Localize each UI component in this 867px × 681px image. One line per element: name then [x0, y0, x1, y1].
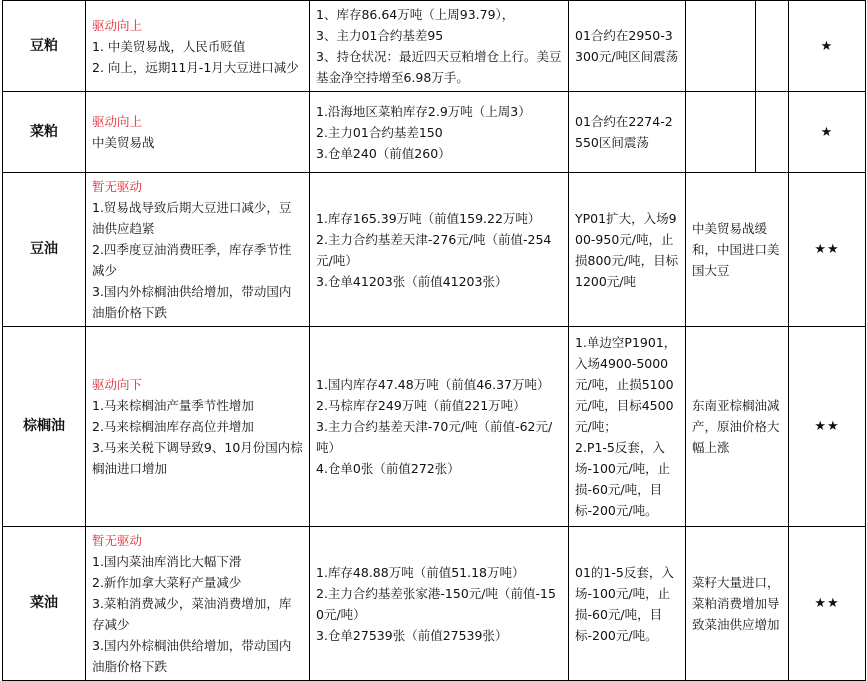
strategy-item: 2.P1-5反套，入场-100元/吨，止损-60元/吨，目标-200元/吨。 [575, 440, 671, 518]
fundamental-item: 1.沿海地区菜粕库存2.9万吨（上周3） [316, 103, 531, 119]
reason-item: 3.国内外棕榈油供给增加，带动国内油脂价格下跌 [92, 638, 292, 674]
drive-status: 驱动向上 [92, 17, 143, 33]
fundamental-item: 2.主力01合约基差150 [316, 124, 443, 140]
fundamental-item: 3.仓单41203张（前值41203张） [316, 273, 508, 289]
strategy-item: 01的1-5反套，入场-100元/吨，止损-60元/吨，目标-200元/吨。 [575, 564, 674, 643]
product-name: 菜油 [3, 527, 86, 681]
drive-reasons-cell [86, 1, 310, 92]
fundamental-item: 2.主力合约基差张家港-150元/吨（前值-150元/吨） [316, 585, 556, 622]
risk-item: 东南亚棕榈油减产，原油价格大幅上涨 [692, 398, 780, 455]
drive-reasons-cell [86, 527, 310, 681]
strategy-item: YP01扩大，入场900-950元/吨，止损800元/吨，目标1200元/吨 [575, 210, 679, 289]
table-row [3, 1, 866, 92]
reason-item: 2.新作加拿大菜籽产量减少 [92, 575, 242, 590]
drive-status: 驱动向上 [92, 114, 143, 129]
strategy-cell [569, 1, 686, 92]
reason-item: 3.马来关税下调导致9、10月份国内棕榈油进口增加 [92, 440, 303, 476]
futures-strategy-table [2, 0, 866, 681]
fundamental-item: 3、主力01合约基差95 [316, 28, 444, 43]
risk-cell [686, 327, 789, 527]
risk-cell [686, 173, 789, 327]
risk-item: 菜籽大量进口，菜粕消费增加导致菜油供应增加 [692, 575, 780, 632]
star-rating: ★ [789, 92, 866, 173]
strategy-item: 1.单边空P1901，入场4900-5000元/吨，止损5100元/吨，目标4500元/吨； [575, 335, 677, 434]
drive-status: 驱动向下 [92, 377, 143, 392]
strategy-item: 01合约在2274-2550区间震荡 [575, 114, 673, 150]
strategy-cell [569, 527, 686, 681]
fundamental-item: 2.马棕库存249万吨（前值221万吨） [316, 398, 526, 413]
fundamentals-cell [310, 327, 569, 527]
reason-item: 1. 中美贸易战，人民币贬值 [92, 38, 246, 54]
reason-item: 2.马来棕榈油库存高位并增加 [92, 419, 254, 434]
drive-reasons-cell [86, 92, 310, 173]
product-name: 菜粕 [3, 92, 86, 173]
fundamentals-cell [310, 1, 569, 92]
drive-reasons-cell [86, 173, 310, 327]
star-rating: ★★ [789, 527, 866, 681]
reason-item: 中美贸易战 [92, 135, 155, 150]
fundamental-item: 3.仓单27539张（前值27539张） [316, 627, 508, 643]
product-name: 棕榈油 [3, 327, 86, 527]
reason-item: 3.国内外棕榈油供给增加，带动国内油脂价格下跌 [92, 284, 292, 320]
fundamental-item: 4.仓单0张（前值272张） [316, 461, 460, 476]
strategy-cell [569, 327, 686, 527]
reason-item: 3.菜粕消费减少，菜油消费增加，库存减少 [92, 596, 292, 632]
product-name: 豆粕 [3, 1, 86, 92]
table-row [3, 173, 866, 327]
risk-cell [686, 92, 756, 173]
fundamental-item: 1.国内库存47.48万吨（前值46.37万吨） [316, 377, 550, 392]
fundamental-item: 3.仓单240（前值260） [316, 145, 451, 161]
reason-item: 2. 向上，远期11月-1月大豆进口减少 [92, 59, 299, 75]
fundamentals-cell [310, 92, 569, 173]
drive-status: 暂无驱动 [92, 179, 143, 194]
risk-cell [686, 1, 756, 92]
product-name: 豆油 [3, 173, 86, 327]
fundamental-item: 3、持仓状况：最近四天豆粕增仓上行。美豆基金净空持增至6.98万手。 [316, 49, 562, 85]
fundamentals-cell [310, 527, 569, 681]
table-row [3, 527, 866, 681]
reason-item: 1.马来棕榈油产量季节性增加 [92, 398, 254, 413]
blank-cell [756, 92, 789, 173]
risk-cell [686, 527, 789, 681]
fundamental-item: 3.主力合约基差天津-70元/吨（前值-62元/吨） [316, 419, 553, 455]
reason-item: 1.国内菜油库消比大幅下滑 [92, 554, 242, 569]
table-row [3, 327, 866, 527]
star-rating: ★★ [789, 327, 866, 527]
star-rating: ★★ [789, 173, 866, 327]
fundamentals-cell [310, 173, 569, 327]
strategy-cell [569, 173, 686, 327]
fundamental-item: 1.库存48.88万吨（前值51.18万吨） [316, 564, 525, 580]
blank-cell [756, 1, 789, 92]
strategy-cell [569, 92, 686, 173]
drive-status: 暂无驱动 [92, 533, 143, 548]
drive-reasons-cell [86, 327, 310, 527]
reason-item: 2.四季度豆油消费旺季，库存季节性减少 [92, 242, 292, 278]
fundamental-item: 1.库存165.39万吨（前值159.22万吨） [316, 210, 541, 226]
table-row [3, 92, 866, 173]
strategy-item: 01合约在2950-3300元/吨区间震荡 [575, 28, 679, 64]
star-rating: ★ [789, 1, 866, 92]
fundamental-item: 2.主力合约基差天津-276元/吨（前值-254元/吨） [316, 231, 552, 268]
risk-item: 中美贸易战缓和，中国进口美国大豆 [692, 221, 780, 278]
reason-item: 1.贸易战导致后期大豆进口减少，豆油供应趋紧 [92, 200, 292, 236]
fundamental-item: 1、库存86.64万吨（上周93.79）， [316, 7, 515, 22]
